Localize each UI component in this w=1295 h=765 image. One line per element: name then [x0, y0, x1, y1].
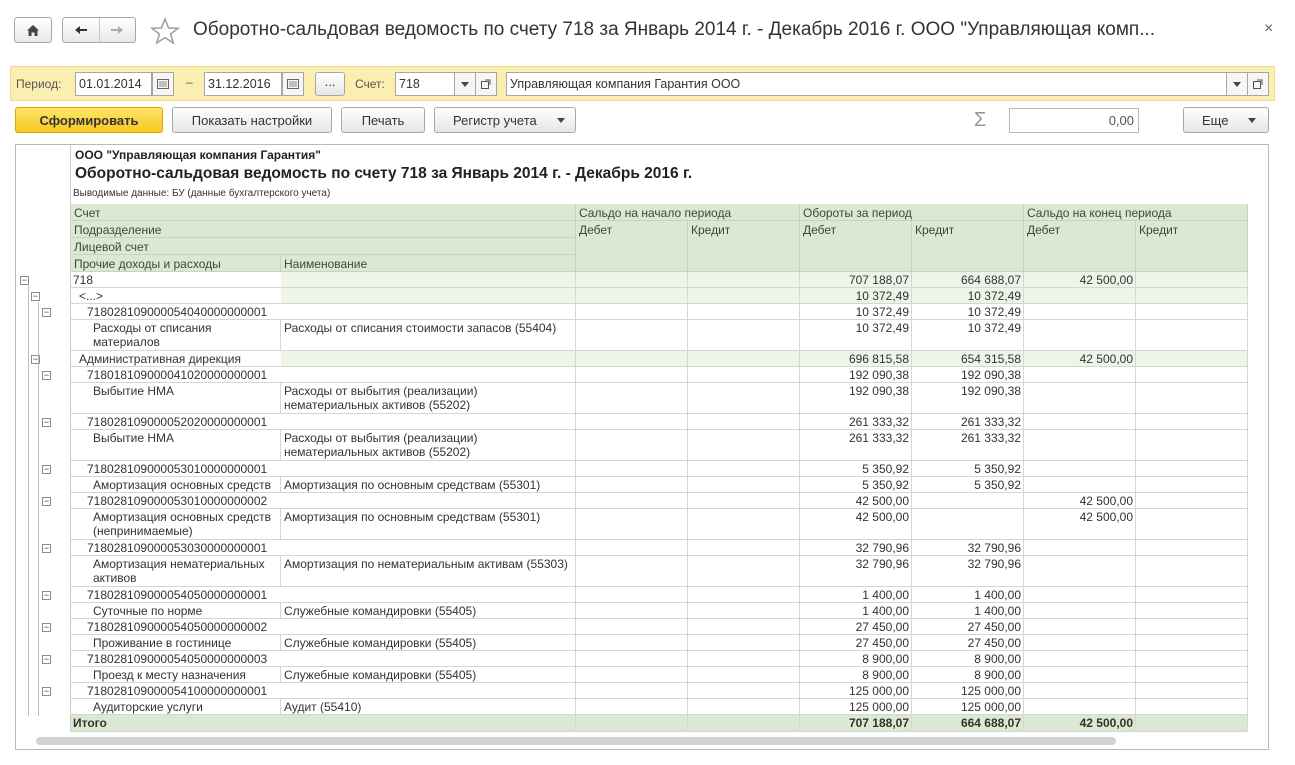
row-value-od: [576, 540, 688, 556]
row-value-cd: [1024, 461, 1136, 477]
chevron-down-icon: [461, 82, 469, 87]
window-title: Оборотно-сальдовая ведомость по счету 718 за Январь 2014 г. - Декабрь 2016 г. ООО "Управляющая комп...: [193, 19, 1156, 40]
collapse-toggle-icon[interactable]: −: [21, 275, 28, 285]
row-value-td: 707 188,07: [800, 272, 912, 288]
header-personal: Лицевой счет: [71, 238, 576, 255]
tree-line: [28, 286, 29, 716]
header-turnover: Обороты за период: [800, 204, 1024, 221]
forward-button[interactable]: [99, 18, 136, 42]
header-turnover-debit: Дебет: [800, 221, 912, 272]
row-label: 718028109000053010000000002: [71, 493, 576, 509]
row-label: Проживание в гостинице: [71, 635, 281, 651]
row-label: 718028109000054050000000003: [71, 651, 576, 667]
back-button[interactable]: [63, 18, 99, 42]
row-name: Амортизация по основным средствам (55301): [281, 509, 576, 540]
row-value-od: [576, 699, 688, 715]
row-label: Проезд к месту назначения: [71, 667, 281, 683]
more-button[interactable]: [1183, 107, 1269, 133]
header-account: Счет: [71, 204, 576, 221]
row-label: Административная дирекция: [71, 351, 576, 367]
row-name: Служебные командировки (55405): [281, 667, 576, 683]
row-value-td: 1 400,00: [800, 603, 912, 619]
row-value-td: 42 500,00: [800, 509, 912, 540]
table-row[interactable]: [16, 272, 1269, 288]
row-value-tc: [912, 509, 1024, 540]
row-name: Амортизация по нематериальным активам (55303): [281, 556, 576, 587]
row-value-cc: [1136, 430, 1248, 461]
row-value-oc: [688, 351, 800, 367]
row-value-td: 27 450,00: [800, 635, 912, 651]
row-value-td: 32 790,96: [800, 556, 912, 587]
row-value-tc: 1 400,00: [912, 587, 1024, 603]
row-value-cc: [1136, 699, 1248, 715]
home-icon: [26, 24, 40, 37]
report-org: ООО "Управляющая компания Гарантия": [75, 148, 321, 162]
row-value-od: [576, 715, 688, 732]
row-value-cc: [1136, 461, 1248, 477]
open-link-icon: [1253, 79, 1263, 89]
row-value-oc: [688, 715, 800, 732]
period-dash: –: [186, 75, 193, 89]
header-opening-credit: Кредит: [688, 221, 800, 272]
row-value-od: [576, 603, 688, 619]
collapse-toggle-icon[interactable]: −: [43, 686, 50, 696]
row-value-od: [576, 272, 688, 288]
row-label: 718028109000054050000000001: [71, 587, 576, 603]
row-value-cd: [1024, 651, 1136, 667]
row-value-cd: 42 500,00: [1024, 715, 1136, 732]
row-value-tc: 10 372,49: [912, 304, 1024, 320]
row-value-oc: [688, 304, 800, 320]
collapse-toggle-icon[interactable]: −: [43, 417, 50, 427]
row-value-cd: [1024, 414, 1136, 430]
collapse-toggle-icon[interactable]: −: [43, 590, 50, 600]
row-value-td: 5 350,92: [800, 461, 912, 477]
row-value-od: [576, 461, 688, 477]
row-value-tc: 32 790,96: [912, 556, 1024, 587]
table-row[interactable]: [16, 635, 1269, 651]
row-value-oc: [688, 556, 800, 587]
row-value-cd: [1024, 699, 1136, 715]
row-value-cc: [1136, 477, 1248, 493]
row-value-od: [576, 477, 688, 493]
row-value-cd: [1024, 603, 1136, 619]
row-value-od: [576, 651, 688, 667]
collapse-toggle-icon[interactable]: −: [32, 354, 39, 364]
row-value-oc: [688, 367, 800, 383]
period-bar: [10, 66, 1275, 101]
row-value-cd: 42 500,00: [1024, 351, 1136, 367]
organization-input[interactable]: Управляющая компания Гарантия ООО: [506, 72, 1227, 96]
row-value-cc: [1136, 540, 1248, 556]
account-input[interactable]: 718: [395, 72, 455, 96]
register-label: Регистр учета: [453, 112, 537, 128]
table-row[interactable]: [16, 461, 1269, 477]
row-value-od: [576, 587, 688, 603]
row-value-tc: 192 090,38: [912, 383, 1024, 414]
row-value-cc: [1136, 509, 1248, 540]
period-label: Период:: [16, 77, 62, 91]
row-name: Аудит (55410): [281, 699, 576, 715]
row-value-cd: [1024, 430, 1136, 461]
header-closing-credit: Кредит: [1136, 221, 1248, 272]
row-value-tc: 261 333,32: [912, 430, 1024, 461]
header-opening: Сальдо на начало периода: [576, 204, 800, 221]
row-value-tc: 8 900,00: [912, 667, 1024, 683]
row-value-oc: [688, 667, 800, 683]
row-value-cc: [1136, 383, 1248, 414]
chevron-down-icon: [557, 118, 565, 123]
row-value-td: 8 900,00: [800, 651, 912, 667]
row-value-oc: [688, 587, 800, 603]
row-value-oc: [688, 540, 800, 556]
row-value-oc: [688, 383, 800, 414]
calendar-to-button[interactable]: [282, 72, 304, 96]
row-value-cd: 42 500,00: [1024, 272, 1136, 288]
chevron-down-icon: [1248, 118, 1256, 123]
table-row[interactable]: [16, 383, 1269, 414]
row-value-oc: [688, 619, 800, 635]
row-label: Итого: [71, 715, 576, 732]
table-row[interactable]: [16, 430, 1269, 461]
row-value-od: [576, 414, 688, 430]
table-row[interactable]: [16, 603, 1269, 619]
row-value-cd: [1024, 619, 1136, 635]
row-value-td: 42 500,00: [800, 493, 912, 509]
calendar-icon: [287, 79, 299, 89]
row-value-od: [576, 320, 688, 351]
horizontal-scrollbar[interactable]: [36, 737, 1116, 745]
total-row[interactable]: [16, 715, 1269, 732]
row-label: Амортизация основных средств (непринимаемые): [71, 509, 281, 540]
header-closing: Сальдо на конец периода: [1024, 204, 1248, 221]
row-value-tc: 261 333,32: [912, 414, 1024, 430]
row-value-oc: [688, 493, 800, 509]
row-value-cc: [1136, 683, 1248, 699]
account-open-button[interactable]: [475, 72, 497, 96]
row-value-tc: 654 315,58: [912, 351, 1024, 367]
row-value-cd: [1024, 556, 1136, 587]
table-row[interactable]: [16, 619, 1269, 635]
row-value-cd: [1024, 288, 1136, 304]
row-label: Выбытие НМА: [71, 430, 281, 461]
window-header: [0, 0, 1295, 62]
row-label: 718018109000041020000000001: [71, 367, 576, 383]
row-value-td: 696 815,58: [800, 351, 912, 367]
row-value-td: 8 900,00: [800, 667, 912, 683]
table-row[interactable]: [16, 556, 1269, 587]
row-value-cd: [1024, 587, 1136, 603]
organization-dropdown-button[interactable]: [1226, 72, 1248, 96]
table-row[interactable]: [16, 651, 1269, 667]
row-value-cd: [1024, 320, 1136, 351]
row-value-cd: [1024, 667, 1136, 683]
header-turnover-credit: Кредит: [912, 221, 1024, 272]
table-row[interactable]: [16, 587, 1269, 603]
header-division: Подразделение: [71, 221, 576, 238]
collapse-toggle-icon[interactable]: −: [43, 543, 50, 553]
row-value-tc: 1 400,00: [912, 603, 1024, 619]
sum-field: 0,00: [1009, 108, 1139, 133]
table-row[interactable]: [16, 683, 1269, 699]
header-opening-debit: Дебет: [576, 221, 688, 272]
row-value-cc: [1136, 651, 1248, 667]
more-label: Еще: [1202, 112, 1229, 128]
row-value-tc: 125 000,00: [912, 699, 1024, 715]
row-value-cd: [1024, 683, 1136, 699]
row-value-od: [576, 556, 688, 587]
row-value-cc: [1136, 635, 1248, 651]
period-from-input[interactable]: 01.01.2014: [75, 72, 152, 96]
row-value-oc: [688, 477, 800, 493]
row-value-tc: 27 450,00: [912, 619, 1024, 635]
row-value-cd: 42 500,00: [1024, 493, 1136, 509]
row-value-td: 261 333,32: [800, 430, 912, 461]
row-value-td: 27 450,00: [800, 619, 912, 635]
sigma-icon: Σ: [974, 109, 987, 131]
row-value-cc: [1136, 414, 1248, 430]
row-value-od: [576, 383, 688, 414]
row-value-od: [576, 493, 688, 509]
header-closing-debit: Дебет: [1024, 221, 1136, 272]
row-label: <...>: [71, 288, 576, 304]
collapse-toggle-icon[interactable]: −: [43, 370, 50, 380]
row-value-cc: [1136, 667, 1248, 683]
row-value-oc: [688, 430, 800, 461]
table-row[interactable]: [16, 699, 1269, 715]
generate-button[interactable]: Сформировать: [15, 107, 163, 133]
row-value-td: 707 188,07: [800, 715, 912, 732]
row-value-tc: 125 000,00: [912, 683, 1024, 699]
table-row[interactable]: [16, 667, 1269, 683]
row-value-cc: [1136, 619, 1248, 635]
row-value-td: 5 350,92: [800, 477, 912, 493]
chevron-down-icon: [1233, 82, 1241, 87]
row-label: 718028109000053030000000001: [71, 540, 576, 556]
row-value-od: [576, 430, 688, 461]
row-label: 718028109000054100000000001: [71, 683, 576, 699]
calendar-from-button[interactable]: [152, 72, 174, 96]
row-value-od: [576, 667, 688, 683]
row-label: 718: [71, 272, 576, 288]
row-value-cd: [1024, 477, 1136, 493]
row-value-tc: 192 090,38: [912, 367, 1024, 383]
row-value-cc: [1136, 367, 1248, 383]
row-name: Амортизация по основным средствам (55301): [281, 477, 576, 493]
show-settings-button[interactable]: Показать настройки: [172, 107, 332, 133]
table-row[interactable]: [16, 509, 1269, 540]
row-value-td: 125 000,00: [800, 699, 912, 715]
row-value-cc: [1136, 272, 1248, 288]
row-value-cc: [1136, 715, 1248, 732]
print-button[interactable]: Печать: [341, 107, 425, 133]
row-value-od: [576, 509, 688, 540]
row-value-od: [576, 683, 688, 699]
row-value-oc: [688, 699, 800, 715]
row-value-cd: [1024, 635, 1136, 651]
table-row[interactable]: [16, 304, 1269, 320]
row-label: 718028109000054050000000002: [71, 619, 576, 635]
row-value-td: 125 000,00: [800, 683, 912, 699]
row-value-oc: [688, 272, 800, 288]
collapse-toggle-icon[interactable]: −: [43, 622, 50, 632]
row-label: Суточные по норме: [71, 603, 281, 619]
row-value-oc: [688, 683, 800, 699]
row-value-od: [576, 304, 688, 320]
row-value-cc: [1136, 288, 1248, 304]
row-value-oc: [688, 603, 800, 619]
row-label: Амортизация нематериальных активов: [71, 556, 281, 587]
home-button[interactable]: [14, 17, 52, 43]
row-value-td: 32 790,96: [800, 540, 912, 556]
row-value-oc: [688, 414, 800, 430]
row-name: Служебные командировки (55405): [281, 603, 576, 619]
row-value-td: 10 372,49: [800, 304, 912, 320]
report-area[interactable]: [15, 144, 1269, 750]
row-value-td: 192 090,38: [800, 383, 912, 414]
row-value-cc: [1136, 304, 1248, 320]
row-value-oc: [688, 635, 800, 651]
account-label: Счет:: [355, 77, 385, 91]
row-label: 718028109000052020000000001: [71, 414, 576, 430]
row-value-td: 261 333,32: [800, 414, 912, 430]
favorite-star-icon[interactable]: [150, 17, 180, 45]
row-value-cd: 42 500,00: [1024, 509, 1136, 540]
organization-open-button[interactable]: [1247, 72, 1269, 96]
collapse-toggle-icon[interactable]: −: [43, 654, 50, 664]
row-name: Расходы от выбытия (реализации) нематериальных активов (55202): [281, 430, 576, 461]
row-value-tc: 27 450,00: [912, 635, 1024, 651]
row-value-od: [576, 351, 688, 367]
row-value-od: [576, 367, 688, 383]
row-value-cc: [1136, 556, 1248, 587]
collapse-toggle-icon[interactable]: −: [32, 291, 39, 301]
row-value-cd: [1024, 304, 1136, 320]
arrow-left-icon: [74, 25, 88, 35]
row-value-td: 1 400,00: [800, 587, 912, 603]
account-dropdown-button[interactable]: [454, 72, 476, 96]
row-value-cd: [1024, 367, 1136, 383]
row-value-cc: [1136, 351, 1248, 367]
close-icon[interactable]: ×: [1264, 20, 1274, 37]
row-value-tc: 664 688,07: [912, 272, 1024, 288]
row-name: Служебные командировки (55405): [281, 635, 576, 651]
collapse-toggle-icon[interactable]: −: [43, 307, 50, 317]
table-row[interactable]: [16, 414, 1269, 430]
row-value-od: [576, 288, 688, 304]
table-row[interactable]: [16, 288, 1269, 304]
row-label: Расходы от списания материалов: [71, 320, 281, 351]
row-value-tc: [912, 493, 1024, 509]
row-value-td: 10 372,49: [800, 320, 912, 351]
header-name: Наименование: [281, 255, 576, 272]
row-name: Расходы от списания стоимости запасов (55404): [281, 320, 576, 351]
table-row[interactable]: [16, 351, 1269, 367]
open-link-icon: [481, 79, 491, 89]
row-value-tc: 5 350,92: [912, 461, 1024, 477]
row-value-oc: [688, 288, 800, 304]
row-label: Амортизация основных средств: [71, 477, 281, 493]
row-value-cc: [1136, 587, 1248, 603]
table-row[interactable]: [16, 367, 1269, 383]
row-value-tc: 664 688,07: [912, 715, 1024, 732]
row-value-tc: 5 350,92: [912, 477, 1024, 493]
row-value-cc: [1136, 493, 1248, 509]
row-label: Аудиторские услуги: [71, 699, 281, 715]
row-value-oc: [688, 320, 800, 351]
row-value-td: 10 372,49: [800, 288, 912, 304]
table-row[interactable]: [16, 493, 1269, 509]
report-title: Оборотно-сальдовая ведомость по счету 718 за Январь 2014 г. - Декабрь 2016 г.: [75, 165, 693, 182]
row-name: Расходы от выбытия (реализации) нематериальных активов (55202): [281, 383, 576, 414]
row-label: 718028109000054040000000001: [71, 304, 576, 320]
row-label: 718028109000053010000000001: [71, 461, 576, 477]
table-row[interactable]: [16, 540, 1269, 556]
collapse-toggle-icon[interactable]: −: [43, 496, 50, 506]
row-value-td: 192 090,38: [800, 367, 912, 383]
row-label: Выбытие НМА: [71, 383, 281, 414]
row-value-cd: [1024, 383, 1136, 414]
row-value-oc: [688, 461, 800, 477]
row-value-tc: 32 790,96: [912, 540, 1024, 556]
row-value-oc: [688, 509, 800, 540]
row-value-tc: 8 900,00: [912, 651, 1024, 667]
history-nav: [62, 17, 136, 43]
report-output-data: Выводимые данные: БУ (данные бухгалтерского учета): [73, 188, 331, 199]
row-value-cd: [1024, 540, 1136, 556]
period-to-input[interactable]: 31.12.2016: [204, 72, 282, 96]
register-button[interactable]: [434, 107, 576, 133]
collapse-toggle-icon[interactable]: −: [43, 464, 50, 474]
row-value-od: [576, 635, 688, 651]
row-value-tc: 10 372,49: [912, 320, 1024, 351]
row-value-oc: [688, 651, 800, 667]
row-value-tc: 10 372,49: [912, 288, 1024, 304]
table-row[interactable]: [16, 477, 1269, 493]
tree-line: [38, 302, 39, 716]
period-select-button[interactable]: ...: [315, 72, 345, 96]
row-value-od: [576, 619, 688, 635]
header-other: Прочие доходы и расходы: [71, 255, 281, 272]
calendar-icon: [157, 79, 169, 89]
arrow-right-icon: [110, 25, 124, 35]
row-value-cc: [1136, 320, 1248, 351]
row-value-cc: [1136, 603, 1248, 619]
table-row[interactable]: [16, 320, 1269, 351]
